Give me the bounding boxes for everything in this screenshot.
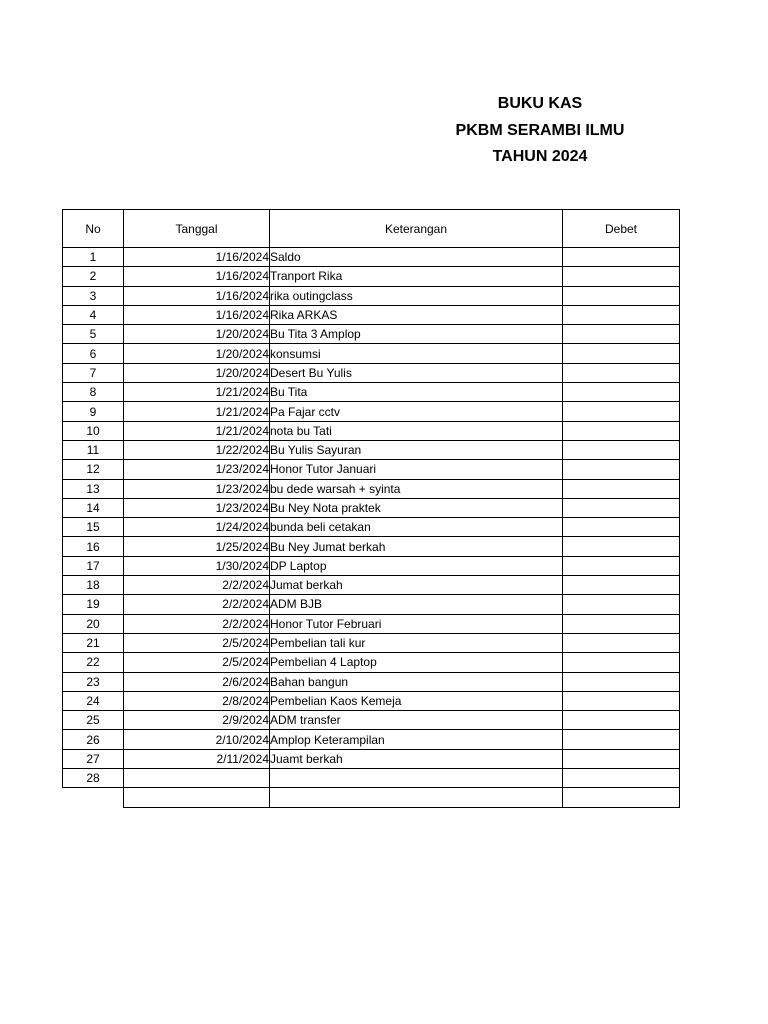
cell-keterangan: Amplop Keterampilan [270,730,563,749]
table-row [63,440,680,459]
cell-keterangan: Honor Tutor Januari [270,460,563,479]
cell-keterangan: Pa Fajar cctv [270,402,563,421]
cell-no: 8 [63,383,124,402]
table-row [63,344,680,363]
cell-tanggal: 2/2/2024 [124,595,270,614]
cell-debet [563,383,680,402]
cell-debet [563,556,680,575]
cell-debet [563,460,680,479]
cell-debet [563,305,680,324]
table-row [63,595,680,614]
cell-debet [563,614,680,633]
table-row [63,460,680,479]
cell-keterangan: Honor Tutor Februari [270,614,563,633]
cell-debet [563,248,680,267]
header-tanggal: Tanggal [124,210,270,248]
cell-debet [563,498,680,517]
cell-keterangan: Pembelian 4 Laptop [270,653,563,672]
table-row [63,498,680,517]
cell-tanggal: 1/16/2024 [124,286,270,305]
cell-no: 21 [63,633,124,652]
cell-keterangan: Bu Ney Nota praktek [270,498,563,517]
cell-tanggal: 1/30/2024 [124,556,270,575]
cell-debet [563,711,680,730]
cell-tanggal: 2/2/2024 [124,614,270,633]
cell-no: 20 [63,614,124,633]
cell-no: 12 [63,460,124,479]
cell-tanggal: 1/20/2024 [124,344,270,363]
cell-no: 14 [63,498,124,517]
table-row [63,769,680,788]
cell-tanggal: 1/23/2024 [124,498,270,517]
cell-tanggal: 1/20/2024 [124,363,270,382]
cell-no: 7 [63,363,124,382]
title-organization: PKBM SERAMBI ILMU [455,121,625,139]
cell-keterangan: Bahan bangun [270,672,563,691]
table-row [63,325,680,344]
cell-no: 6 [63,344,124,363]
cell-debet [563,518,680,537]
cell-no: 13 [63,479,124,498]
cell-tanggal: 2/11/2024 [124,749,270,768]
table-row [63,479,680,498]
cell-keterangan: Jumat berkah [270,576,563,595]
cell-keterangan: DP Laptop [270,556,563,575]
cell-keterangan: Pembelian tali kur [270,633,563,652]
cell-no [63,788,124,807]
cell-tanggal: 1/16/2024 [124,305,270,324]
cell-tanggal: 2/6/2024 [124,672,270,691]
table-row [63,576,680,595]
cell-debet [563,653,680,672]
table-row [63,730,680,749]
cell-keterangan [270,788,563,807]
table-row [63,711,680,730]
cell-tanggal: 1/23/2024 [124,479,270,498]
cell-keterangan: ADM transfer [270,711,563,730]
cell-debet [563,344,680,363]
cell-debet [563,421,680,440]
cell-no: 9 [63,402,124,421]
cell-tanggal: 1/22/2024 [124,440,270,459]
cell-no: 3 [63,286,124,305]
table-row [63,363,680,382]
cell-tanggal: 2/5/2024 [124,633,270,652]
table-body [63,248,680,808]
header-keterangan: Keterangan [270,210,563,248]
cell-keterangan: Pembelian Kaos Kemeja [270,691,563,710]
cell-tanggal: 2/5/2024 [124,653,270,672]
cell-tanggal: 1/21/2024 [124,421,270,440]
cell-debet [563,286,680,305]
cell-keterangan: nota bu Tati [270,421,563,440]
cell-no: 25 [63,711,124,730]
cell-debet [563,691,680,710]
cell-debet [563,267,680,286]
cell-debet [563,576,680,595]
cell-debet [563,440,680,459]
cell-no: 16 [63,537,124,556]
table-row [63,788,680,807]
cell-keterangan: Bu Tita 3 Amplop [270,325,563,344]
cell-tanggal: 1/21/2024 [124,383,270,402]
cell-no: 17 [63,556,124,575]
cell-no: 22 [63,653,124,672]
table-row [63,383,680,402]
cell-no: 19 [63,595,124,614]
cell-tanggal: 1/24/2024 [124,518,270,537]
cell-tanggal: 1/23/2024 [124,460,270,479]
cell-keterangan: bunda beli cetakan [270,518,563,537]
table-header-row [63,210,680,248]
table-row [63,556,680,575]
cell-keterangan [270,769,563,788]
table-row [63,518,680,537]
cell-keterangan: Desert Bu Yulis [270,363,563,382]
cell-tanggal [124,769,270,788]
title-year: TAHUN 2024 [492,148,588,165]
document-title [440,91,640,171]
cell-keterangan: Saldo [270,248,563,267]
cell-no: 28 [63,769,124,788]
cell-keterangan: Bu Tita [270,383,563,402]
table-row [63,633,680,652]
cell-tanggal: 1/16/2024 [124,248,270,267]
header-debet: Debet [563,210,680,248]
table-row [63,286,680,305]
cell-tanggal: 2/2/2024 [124,576,270,595]
title-buku-kas: BUKU KAS [497,95,583,112]
table-row [63,421,680,440]
cell-no: 15 [63,518,124,537]
table-row [63,537,680,556]
cell-keterangan: Rika ARKAS [270,305,563,324]
cell-debet [563,595,680,614]
cell-tanggal: 2/8/2024 [124,691,270,710]
cell-keterangan: Juamt berkah [270,749,563,768]
cell-no: 5 [63,325,124,344]
cell-no: 24 [63,691,124,710]
cell-tanggal: 2/9/2024 [124,711,270,730]
cell-no: 23 [63,672,124,691]
table-row [63,402,680,421]
cell-tanggal: 1/21/2024 [124,402,270,421]
cell-keterangan: konsumsi [270,344,563,363]
cell-no: 18 [63,576,124,595]
cell-keterangan: Bu Yulis Sayuran [270,440,563,459]
table-row [63,749,680,768]
table-row [63,267,680,286]
cell-no: 2 [63,267,124,286]
cell-keterangan: Tranport Rika [270,267,563,286]
cell-tanggal: 2/10/2024 [124,730,270,749]
cell-debet [563,633,680,652]
cell-debet [563,479,680,498]
cell-debet [563,749,680,768]
table-row [63,672,680,691]
cell-no: 4 [63,305,124,324]
cell-keterangan: ADM BJB [270,595,563,614]
cell-keterangan: rika outingclass [270,286,563,305]
cash-ledger-table [62,209,680,808]
cell-debet [563,537,680,556]
cell-debet [563,325,680,344]
cell-keterangan: bu dede warsah + syinta [270,479,563,498]
cell-tanggal: 1/20/2024 [124,325,270,344]
cell-no: 27 [63,749,124,768]
cell-no: 26 [63,730,124,749]
cell-debet [563,402,680,421]
table-row [63,614,680,633]
cell-debet [563,788,680,807]
table-row [63,653,680,672]
cell-debet [563,769,680,788]
cell-keterangan: Bu Ney Jumat berkah [270,537,563,556]
cell-debet [563,730,680,749]
cell-no: 10 [63,421,124,440]
cell-tanggal: 1/16/2024 [124,267,270,286]
cell-no: 11 [63,440,124,459]
cell-debet [563,672,680,691]
cell-no: 1 [63,248,124,267]
cell-tanggal [124,788,270,807]
cell-debet [563,363,680,382]
table-row [63,691,680,710]
table-row [63,248,680,267]
header-no: No [63,210,124,248]
table-row [63,305,680,324]
cell-tanggal: 1/25/2024 [124,537,270,556]
